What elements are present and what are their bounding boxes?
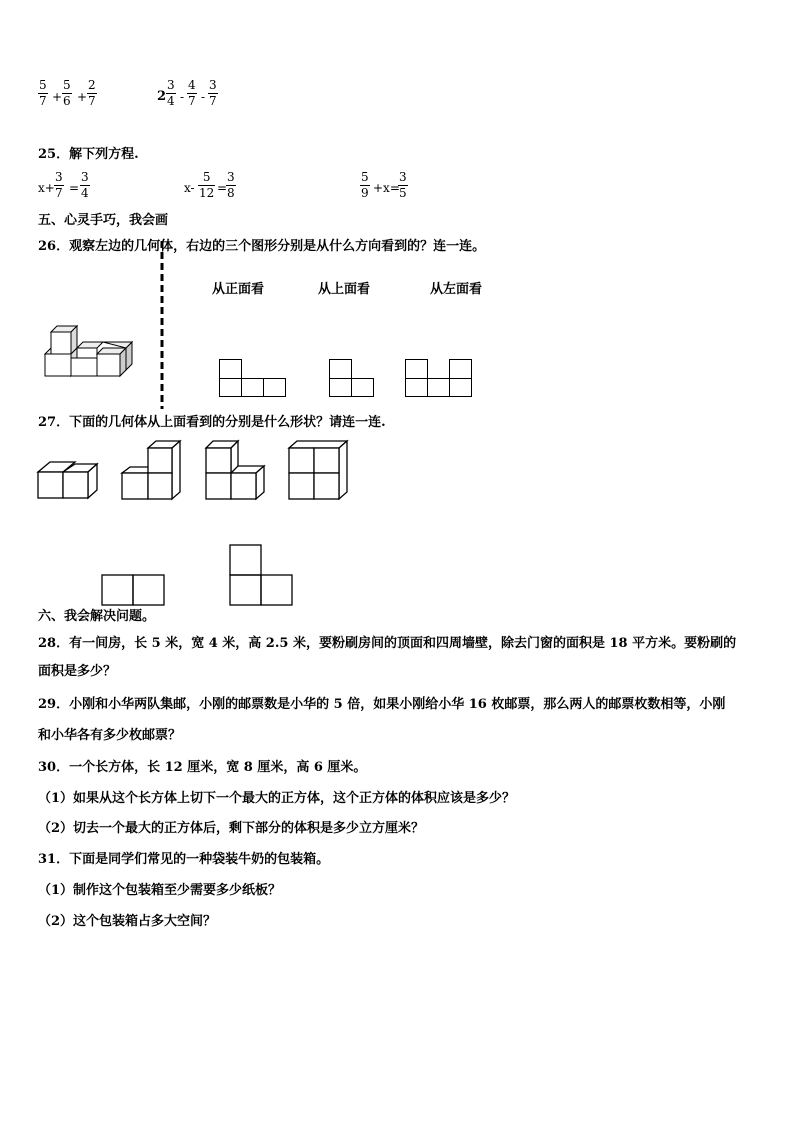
label-front-view: 从正面看 — [212, 282, 265, 297]
top-view-shape-2 — [229, 544, 295, 607]
label-left-view: 从左面看 — [430, 282, 483, 297]
question-29-line-2: 和小华各有多少枚邮票？ — [38, 728, 182, 743]
question-28-line-1: 28．有一间房，长 5 米，宽 4 米，高 2.5 米，要粉刷房间的顶面和四周墙壁，除去门窗的面积是 18 平方米。要粉刷的 — [38, 636, 737, 651]
question-31-sub-1: （1）制作这个包装箱至少需要多少纸板？ — [38, 883, 282, 898]
view-shape-c — [405, 359, 475, 398]
fraction: $\frac{3}{4}$ — [167, 78, 175, 108]
fraction: $\frac{3}{7}$ — [55, 170, 63, 200]
q27-solid-3 — [205, 440, 269, 502]
q26-solid-figure — [40, 320, 145, 385]
q27-solid-4 — [288, 440, 352, 502]
question-30-sub-1: （1）如果从这个长方体上切下一个最大的正方体，这个正方体的体积应该是多少？ — [38, 791, 516, 806]
q27-solid-2 — [121, 440, 185, 502]
fraction: $\frac{3}{7}$ — [209, 78, 217, 108]
fraction: $\frac{3}{5}$ — [399, 170, 407, 200]
section-5-heading: 五、心灵手巧，我会画 — [38, 213, 169, 228]
section-6-heading: 六、我会解决问题。 — [38, 609, 156, 624]
fraction: $\frac{3}{8}$ — [227, 170, 235, 200]
view-shape-a — [219, 359, 289, 398]
fraction: $\frac{2}{7}$ — [88, 78, 96, 108]
question-27-title: 27．下面的几何体从上面看到的分别是什么形状？请连一连. — [38, 415, 386, 430]
fraction: $\frac{3}{4}$ — [81, 170, 89, 200]
label-top-view: 从上面看 — [318, 282, 371, 297]
question-31-sub-2: （2）这个包装箱占多大空间？ — [38, 914, 217, 929]
fraction: $\frac{5}{6}$ — [63, 78, 71, 108]
fraction: $\frac{5}{7}$ — [39, 78, 47, 108]
question-31-title: 31．下面是同学们常见的一种袋装牛奶的包装箱。 — [38, 852, 330, 867]
question-28-line-2: 面积是多少？ — [38, 664, 117, 679]
question-25-title: 25．解下列方程. — [38, 147, 139, 162]
question-30-title: 30．一个长方体，长 12 厘米，宽 8 厘米，高 6 厘米。 — [38, 760, 367, 775]
question-30-sub-2: （2）切去一个最大的正方体后，剩下部分的体积是多少立方厘米？ — [38, 821, 425, 836]
question-29-line-1: 29．小刚和小华两队集邮，小刚的邮票数是小华的 5 倍，如果小刚给小华 16 枚邮票，那么两人的邮票枚数相等，小刚 — [38, 697, 726, 712]
fraction: $\frac{4}{7}$ — [188, 78, 196, 108]
fraction: $\frac{5}{9}$ — [361, 170, 369, 200]
dashed-divider — [160, 241, 164, 409]
q27-solid-1 — [37, 455, 101, 501]
fraction: $\frac{5}{12}$ — [199, 170, 215, 200]
view-shape-b — [329, 359, 379, 398]
question-26-title: 26．观察左边的几何体，右边的三个图形分别是从什么方向看到的？连一连。 — [38, 239, 486, 254]
top-view-shape-1 — [101, 574, 167, 607]
